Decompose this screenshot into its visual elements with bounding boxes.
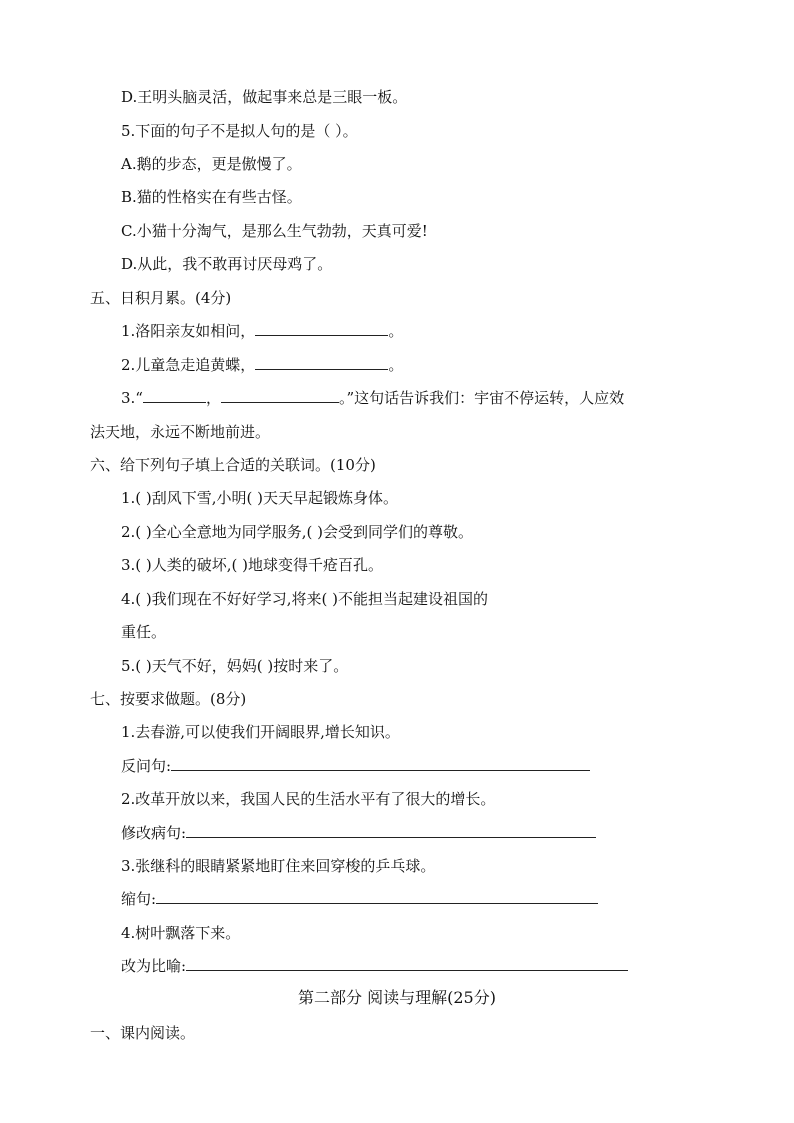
q4-option-d: D.王明头脑灵活，做起事来总是三眼一板。 (121, 88, 408, 106)
section-7-title: 七、按要求做题。(8分) (90, 690, 247, 708)
answer-blank[interactable] (255, 321, 388, 336)
answer-blank[interactable] (221, 388, 339, 403)
answer-blank[interactable] (143, 388, 206, 403)
part-2-title: 第二部分 阅读与理解(25分) (298, 988, 496, 1007)
sec5-q2-end: 。 (388, 356, 404, 374)
sec5-q3-comma: ， (205, 389, 221, 407)
sec6-item-1: 1.( )刮风下雪,小明( )天天早起锻炼身体。 (121, 489, 399, 507)
sec5-q1 (121, 321, 403, 341)
sec5-q3-end: 。”这句话告诉我们：宇宙不停运转，人应效 (339, 389, 625, 407)
section-6-title: 六、给下列句子填上合适的关联词。(10分) (90, 456, 376, 474)
sec5-q3-continued: 法天地，永远不断地前进。 (90, 423, 271, 441)
sec5-q3 (121, 388, 624, 408)
sec7-q2-answer (121, 823, 596, 843)
sec7-q4: 4.树叶飘落下来。 (121, 924, 241, 942)
sec6-item-2: 2.( )全心全意地为同学服务,( )会受到同学们的尊敬。 (121, 523, 474, 541)
q5-option-d: D.从此，我不敢再讨厌母鸡了。 (121, 255, 333, 273)
sec6-item-4: 4.( )我们现在不好好学习,将来( )不能担当起建设祖国的 (121, 590, 489, 608)
answer-line[interactable] (171, 756, 590, 771)
sec5-q2 (121, 355, 403, 375)
q5-option-c: C.小猫十分淘气，是那么生气勃勃，天真可爱! (121, 222, 428, 240)
answer-blank[interactable] (255, 355, 388, 370)
q5-stem: 5.下面的句子不是拟人句的是（ ）。 (121, 122, 358, 140)
sec7-q1: 1.去春游,可以使我们开阔眼界,增长知识。 (121, 723, 400, 741)
sec5-q3-start: 3.“ (121, 389, 143, 407)
sec6-item-3: 3.( )人类的破坏,( )地球变得千疮百孔。 (121, 556, 384, 574)
sec7-q4-answer (121, 956, 628, 976)
answer-line[interactable] (186, 823, 596, 838)
sec5-q1-end: 。 (388, 322, 404, 340)
section-5-title: 五、日积月累。(4分) (90, 289, 232, 307)
sec7-q4-label: 改为比喻: (121, 957, 187, 975)
sec7-q3-answer (121, 889, 598, 909)
sec7-q3-label: 缩句: (121, 890, 157, 908)
sec7-q2-label: 修改病句: (121, 824, 187, 842)
answer-line[interactable] (156, 889, 598, 904)
answer-line[interactable] (186, 956, 628, 971)
sec5-q2-text: 2.儿童急走追黄蝶， (121, 356, 256, 374)
sec5-q1-text: 1.洛阳亲友如相问， (121, 322, 256, 340)
sec7-q3: 3.张继科的眼睛紧紧地盯住来回穿梭的乒乓球。 (121, 857, 436, 875)
q5-option-b: B.猫的性格实在有些古怪。 (121, 188, 302, 206)
sec6-item-4-continued: 重任。 (121, 623, 167, 641)
sec7-q1-label: 反问句: (121, 757, 172, 775)
part-2-section-1-title: 一、课内阅读。 (90, 1024, 196, 1042)
q5-option-a: A.鹅的步态，更是傲慢了。 (121, 155, 302, 173)
sec6-item-5: 5.( )天气不好，妈妈( )按时来了。 (121, 657, 349, 675)
sec7-q2: 2.改革开放以来，我国人民的生活水平有了很大的增长。 (121, 790, 496, 808)
sec7-q1-answer (121, 756, 590, 776)
